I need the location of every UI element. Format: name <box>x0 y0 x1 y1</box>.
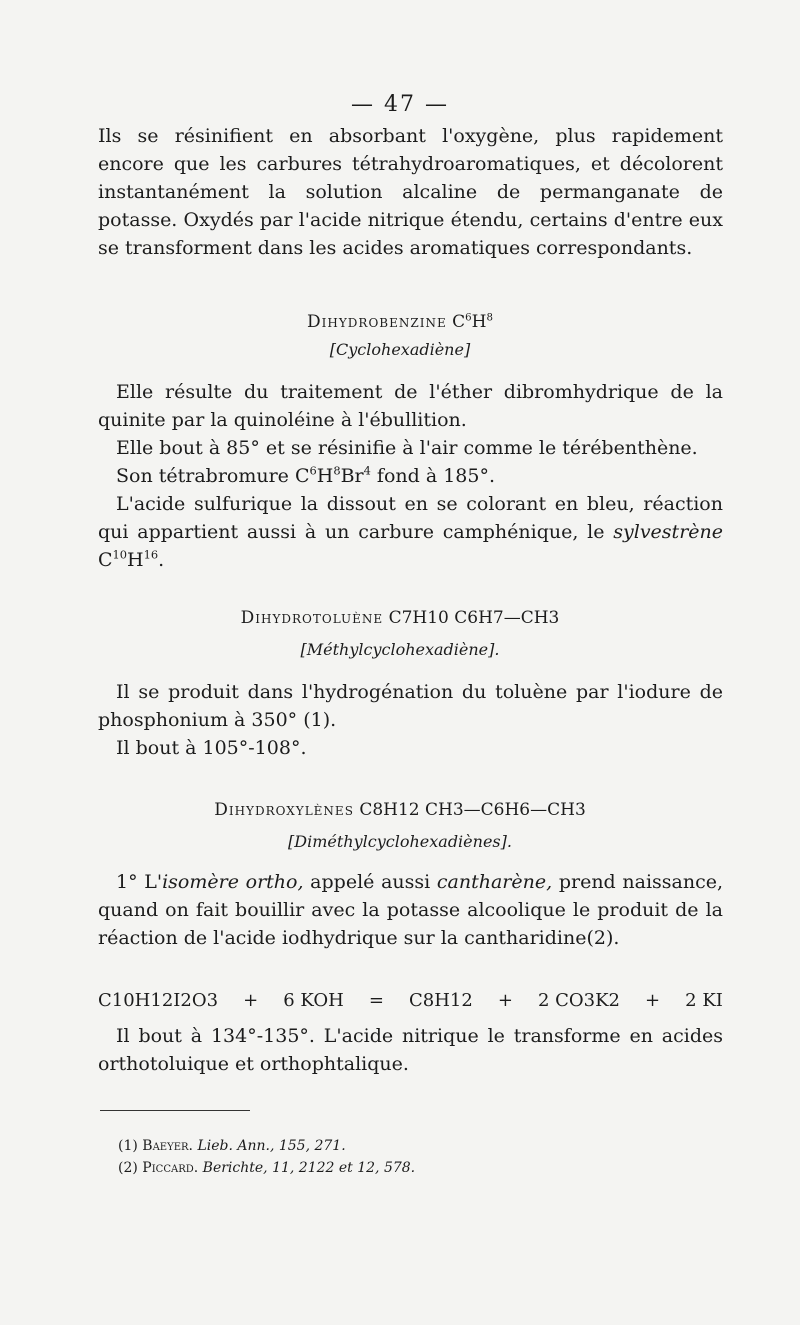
subtitle-dimethylcyclohexadienes: [Diméthylcyclohexadiènes]. <box>288 832 512 851</box>
reaction-equation <box>98 990 723 1011</box>
paragraph: Il bout à 134°-135°. L'acide nitrique le transforme en acides orthotoluique et orthophtalique. <box>98 1025 723 1075</box>
heading-name: Dihydroxylènes <box>214 800 354 820</box>
page-number: — 47 — <box>351 92 449 117</box>
footnote-1: (1) Baeyer. Lieb. Ann., 155, 271. <box>118 1138 346 1154</box>
footnote-divider <box>100 1110 250 1111</box>
paragraph: Elle résulte du traitement de l'éther dibromhydrique de la quinite par la quinoléine à l'ébullition. <box>98 381 723 431</box>
paragraph: 1° L'isomère ortho, appelé aussi cantharène, prend naissance, quand on fait bouillir avec la potasse alcoolique le produit de la réaction de l'acide iodhydrique sur la cantharidine(2). <box>98 871 724 949</box>
formula: C8H12 CH3—C6H6—CH3 <box>359 800 586 820</box>
heading-name: Dihydrotoluène <box>240 608 384 628</box>
eq-op: + <box>497 990 513 1011</box>
eq-term: C10H12I2O3 <box>98 990 219 1011</box>
paragraph: L'acide sulfurique la dissout en se colorant en bleu, réaction qui appartient aussi à un carbure camphénique, le sylvestrène $C^{10}H^{16}$. <box>98 493 723 571</box>
subtitle-methylcyclohexadiene: [Méthylcyclohexadiène]. <box>300 640 500 659</box>
heading-dihydroxylenes <box>0 800 800 820</box>
formula: $C^6H^8$ <box>452 312 493 332</box>
paragraph: Elle bout à 85° et se résinifie à l'air comme le térébenthène. <box>116 437 698 459</box>
heading-name: Dihydrobenzine <box>307 312 447 332</box>
formula: C7H10 C6H7—CH3 <box>388 608 560 628</box>
eq-op: + <box>645 990 661 1011</box>
heading-dihydrotoluene <box>0 608 800 628</box>
eq-op: = <box>368 990 384 1011</box>
paragraph: Il bout à 105°-108°. <box>116 737 307 759</box>
subtitle-cyclohexadiene: [Cyclohexadiène] <box>329 340 471 359</box>
intro-paragraph: Ils se résinifient en absorbant l'oxygène, plus rapidement encore que les carbures tétrahydroaromatiques, et décolorent instantanément la solution alcaline de permanganate de potasse. Oxydés par l'acide nitrique étendu, certains d'entre eux se transforment dans les acides aromatiques correspondants. <box>98 125 723 259</box>
eq-term: 2 CO3K2 <box>537 990 621 1011</box>
heading-dihydrobenzine <box>0 312 800 332</box>
eq-term: 2 KI <box>685 990 723 1011</box>
eq-term: C8H12 <box>408 990 473 1011</box>
eq-term: 6 KOH <box>283 990 344 1011</box>
eq-op: + <box>243 990 259 1011</box>
paragraph: Son tétrabromure $C^6H^8Br^4$ fond à 185°. <box>116 463 495 487</box>
paragraph: Il se produit dans l'hydrogénation du toluène par l'iodure de phosphonium à 350° (1). <box>98 681 723 731</box>
footnote-2: (2) Piccard. Berichte, 11, 2122 et 12, 578. <box>118 1160 416 1176</box>
